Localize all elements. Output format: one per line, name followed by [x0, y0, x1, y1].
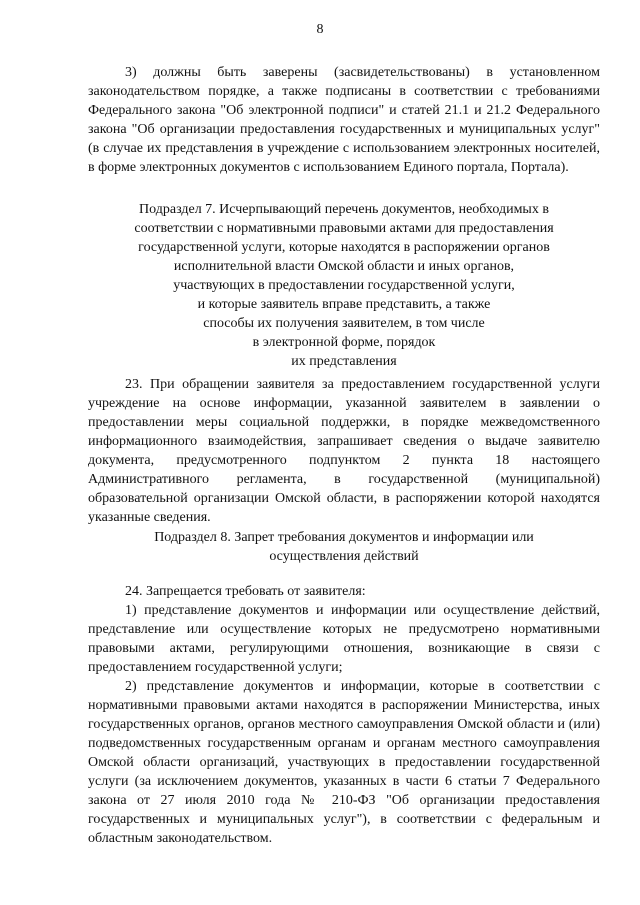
heading-line: способы их получения заявителем, в том числе	[203, 316, 485, 331]
subsection-7-heading	[88, 200, 600, 371]
heading-line: в электронной форме, порядок	[252, 335, 436, 350]
heading-line: осуществления действий	[269, 549, 419, 564]
heading-line: Подраздел 8. Запрет требования документов и информации или	[154, 530, 534, 545]
paragraph-24-item-1: 1) представление документов и информации или осуществление действий, представление или осуществление которых не предусмотрено нормативными правовыми актами, регулирующими отношения, возникающие в связи с предоставлением государственной услуги;	[88, 603, 600, 675]
subsection-8-heading	[88, 528, 600, 566]
heading-line: соответствии с нормативными правовыми актами для предоставления	[134, 221, 554, 236]
paragraph-23: 23. При обращении заявителя за предоставлением государственной услуги учреждение на основе информации, указанной заявителем в заявлении о предоставлении меры социальной поддержки, в порядке межведомственного информационного взаимодействия, запрашивает сведения о выдаче заявителю документа, предусмотренного подпунктом 2 пункта 18 настоящего Административного регламента, в государственной (муниципальной) образовательной организации Омской области, в распоряжении которой находятся указанные сведения.	[88, 377, 600, 525]
heading-line: исполнительной власти Омской области и иных органов,	[173, 259, 515, 274]
heading-line: Подраздел 7. Исчерпывающий перечень документов, необходимых в	[139, 202, 549, 217]
heading-line: их представления	[291, 354, 397, 369]
heading-line: государственной услуги, которые находятся в распоряжении органов	[138, 240, 550, 255]
heading-line: участвующих в предоставлении государственной услуги,	[173, 278, 515, 293]
page-number: 8	[316, 22, 324, 37]
paragraph-24-item-2: 2) представление документов и информации, которые в соответствии с нормативными правовыми актами находятся в распоряжении Министерства, иных государственных органов, органов местного самоуправления Омской области и (или) подведомственных государственным органам и органам местного самоуправления Омской области организаций, участвующих в предоставлении государственной услуги (за исключением документов, указанных в части 6 статьи 7 Федерального закона от 27 июля 2010 года № 210-ФЗ "Об организации предоставления государственных и муниципальных услуг"), в соответствии с федеральным и областным законодательством.	[88, 679, 600, 846]
paragraph-24: 24. Запрещается требовать от заявителя:	[125, 584, 366, 599]
paragraph-3: 3) должны быть заверены (засвидетельствованы) в установленном законодательством порядке, а также подписаны в соответствии с требованиями Федерального закона "Об электронной подписи" и статей 21.1 и 21.2 Федерального закона "Об организации предоставления государственных и муниципальных услуг" (в случае их представления в учреждение с использованием электронных носителей, в форме электронных документов с использованием Единого портала, Портала).	[88, 65, 600, 175]
heading-line: и которые заявитель вправе представить, а также	[197, 297, 491, 312]
